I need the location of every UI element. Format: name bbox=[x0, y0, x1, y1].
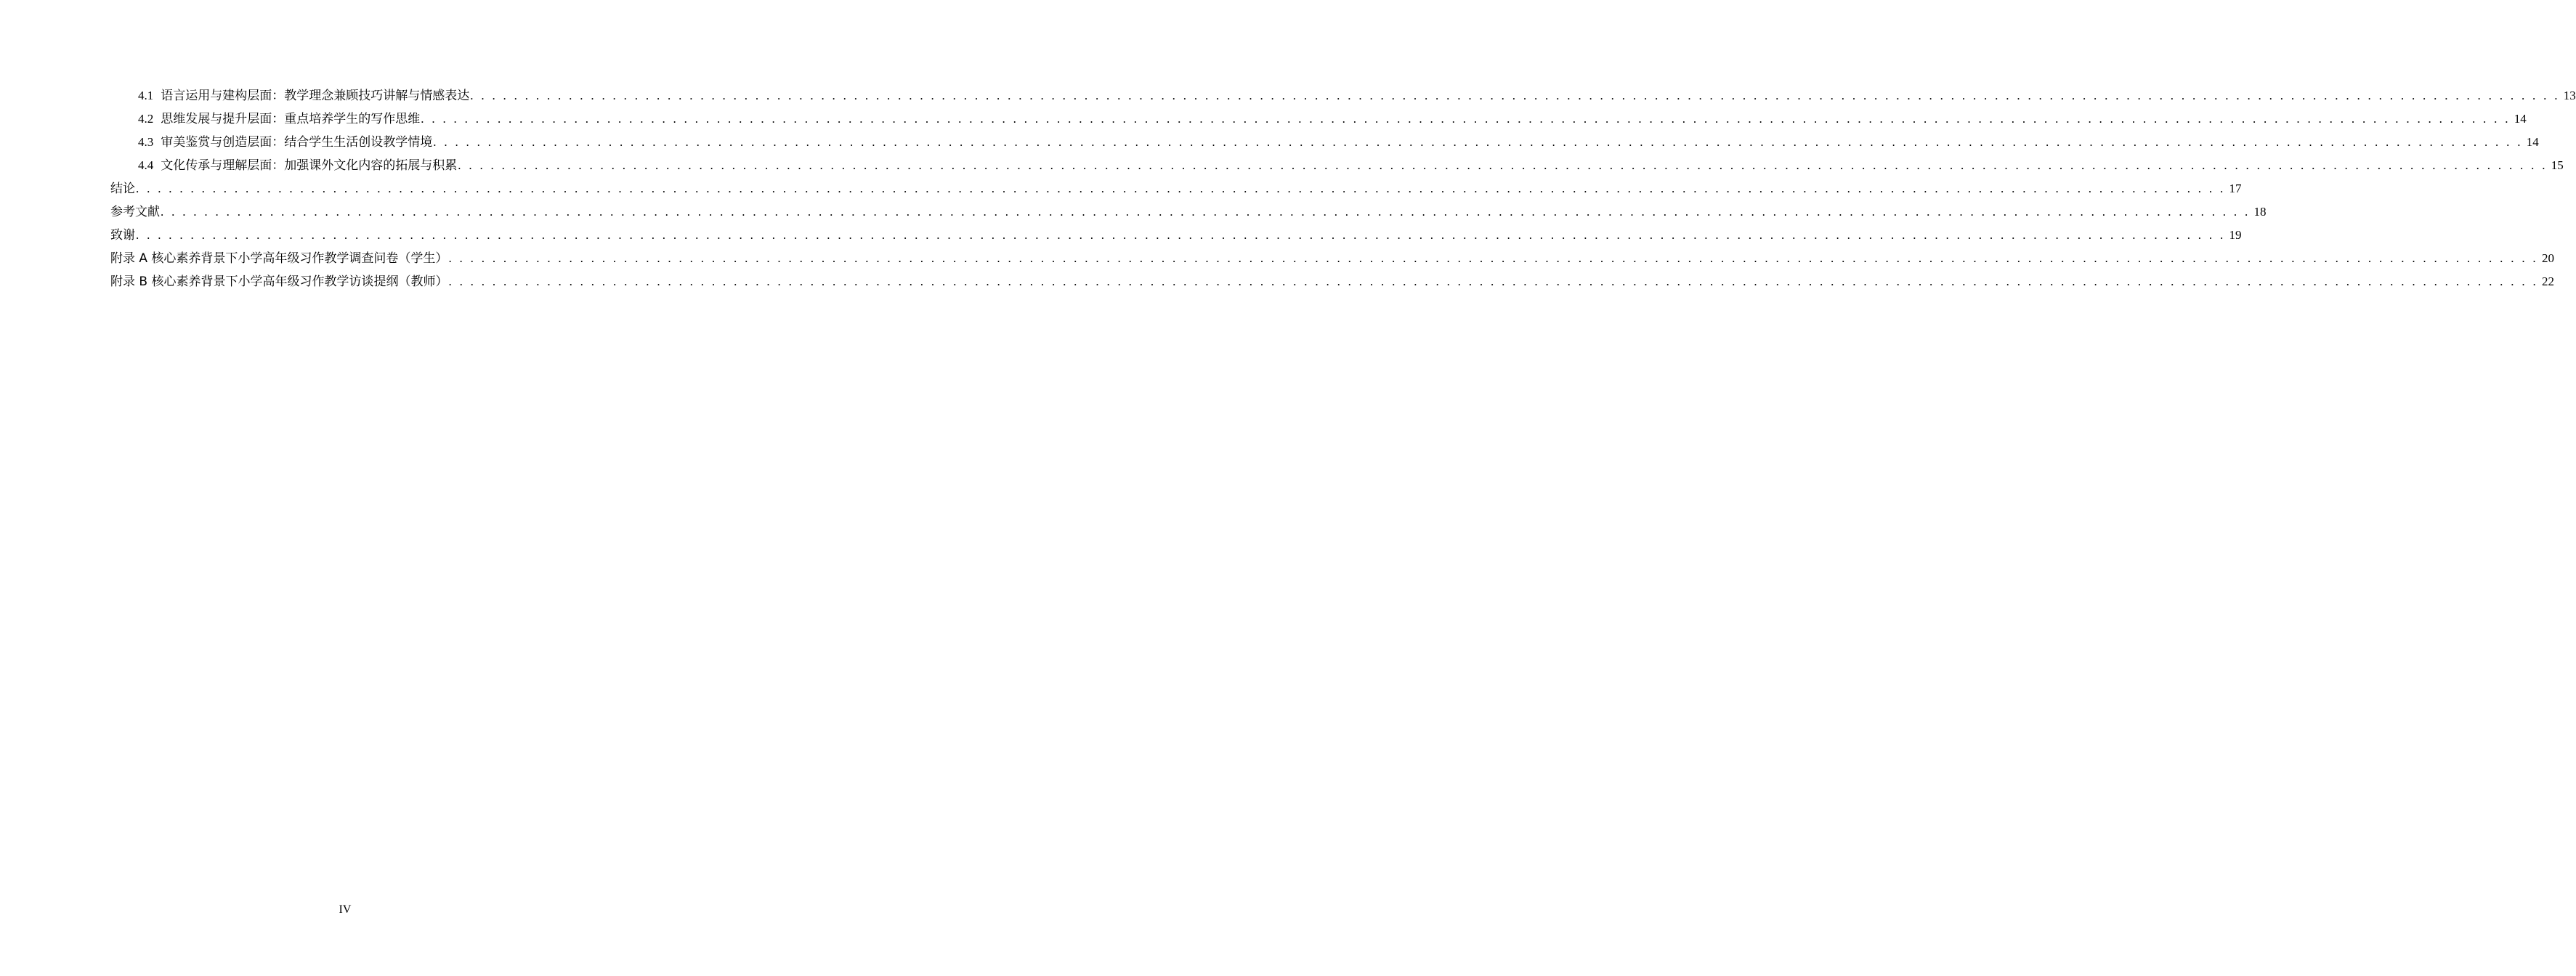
page-number: 20 bbox=[2541, 251, 2554, 265]
toc-entry-appendix-a[interactable] bbox=[110, 250, 2554, 273]
page-number: 22 bbox=[2542, 274, 2555, 288]
toc-entry-acknowledgements[interactable] bbox=[110, 227, 2242, 250]
section-title: 语言运用与建构层面：教学理念兼顾技巧讲解与情感表达 bbox=[161, 89, 470, 103]
toc-entry-4-3[interactable] bbox=[110, 134, 2539, 157]
dot-leader bbox=[136, 227, 2226, 244]
toc-entry-4-1[interactable] bbox=[110, 87, 2576, 110]
page-number: 13 bbox=[2563, 89, 2576, 102]
dot-leader bbox=[458, 157, 2548, 174]
chapter-title: 附录 B 核心素养背景下小学高年级习作教学访谈提纲（教师） bbox=[110, 274, 448, 289]
page-number: 14 bbox=[2526, 135, 2539, 149]
page-number: 14 bbox=[2514, 112, 2527, 126]
dot-leader bbox=[421, 110, 2511, 128]
section-number: 4.1 bbox=[138, 89, 154, 102]
section-title: 审美鉴赏与创造层面：结合学生生活创设教学情境 bbox=[161, 135, 433, 150]
page-number: 17 bbox=[2229, 182, 2242, 195]
toc-entry-4-4[interactable] bbox=[110, 157, 2564, 180]
chapter-title: 附录 A 核心素养背景下小学高年级习作教学调查问卷（学生） bbox=[110, 251, 448, 266]
dot-leader bbox=[448, 273, 2538, 290]
section-title: 文化传承与理解层面：加强课外文化内容的拓展与积累 bbox=[161, 158, 458, 173]
toc-entry-appendix-b[interactable] bbox=[110, 273, 2555, 296]
dot-leader bbox=[433, 134, 2523, 151]
dot-leader bbox=[470, 87, 2560, 105]
toc-entry-conclusion[interactable] bbox=[110, 180, 2242, 203]
page-number: 18 bbox=[2253, 205, 2267, 219]
section-title: 思维发展与提升层面：重点培养学生的写作思维 bbox=[161, 112, 421, 126]
dot-leader bbox=[136, 180, 2226, 198]
chapter-title: 参考文献 bbox=[110, 205, 160, 219]
chapter-title: 结论 bbox=[110, 182, 135, 196]
table-of-contents bbox=[110, 87, 2576, 296]
toc-entry-references[interactable] bbox=[110, 203, 2267, 227]
section-number: 4.3 bbox=[138, 135, 154, 149]
page-footer-number: IV bbox=[339, 903, 352, 916]
chapter-title: 致谢 bbox=[110, 228, 135, 243]
toc-entry-4-2[interactable] bbox=[110, 110, 2527, 134]
page-number: 19 bbox=[2229, 228, 2242, 242]
dot-leader bbox=[448, 250, 2538, 267]
dot-leader bbox=[161, 203, 2251, 221]
page-number: 15 bbox=[2551, 158, 2564, 172]
section-number: 4.2 bbox=[138, 112, 154, 126]
section-number: 4.4 bbox=[138, 158, 154, 172]
